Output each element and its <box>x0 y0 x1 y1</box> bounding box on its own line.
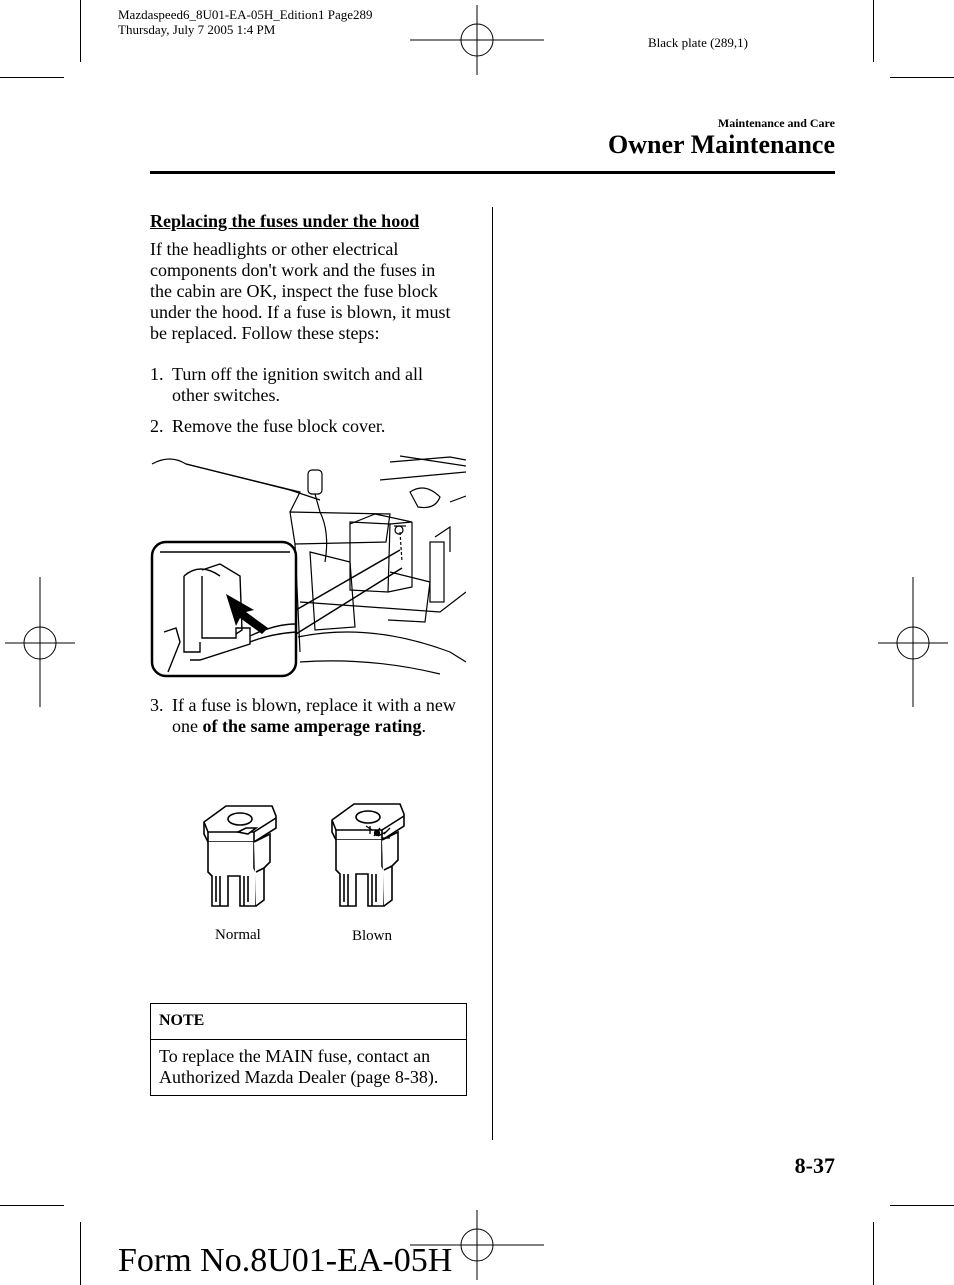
intro-line: be replaced. Follow these steps: <box>150 323 380 343</box>
print-file-line: Mazdaspeed6_8U01-EA-05H_Edition1 Page289 <box>118 7 373 22</box>
step-number: 2. <box>150 416 164 436</box>
header-rule <box>150 171 835 174</box>
step-text: If a fuse is blown, replace it with a new <box>172 695 456 715</box>
page-title: Owner Maintenance <box>608 130 835 159</box>
intro-line: the cabin are OK, inspect the fuse block <box>150 281 438 301</box>
note-box <box>150 1003 467 1096</box>
note-line: To replace the MAIN fuse, contact an <box>159 1046 431 1066</box>
crop-mark <box>873 0 874 62</box>
subheading: Replacing the fuses under the hood <box>150 211 420 231</box>
step-text: Turn off the ignition switch and all <box>172 364 423 384</box>
crop-mark <box>80 0 81 62</box>
intro-line: under the hood. If a fuse is blown, it must <box>150 302 451 322</box>
step-emphasis: of the same amperage rating <box>202 716 422 736</box>
intro-paragraph <box>150 239 480 344</box>
crop-mark <box>0 77 64 78</box>
intro-line: If the headlights or other electrical <box>150 239 399 259</box>
note-line: Authorized Mazda Dealer (page 8-38). <box>159 1067 439 1087</box>
step-text-line-2 <box>172 716 456 737</box>
intro-line: components don't work and the fuses in <box>150 260 436 280</box>
fuse-block-cover-illustration <box>150 452 466 680</box>
crop-mark <box>890 77 954 78</box>
step-number: 1. <box>150 364 164 384</box>
plate-label: Black plate (289,1) <box>648 35 748 50</box>
crop-mark <box>873 1222 874 1285</box>
crop-mark <box>80 1222 81 1285</box>
crop-mark <box>0 1205 64 1206</box>
step-text: Remove the fuse block cover. <box>172 416 386 436</box>
step-number: 3. <box>150 695 164 715</box>
print-meta <box>118 7 373 37</box>
fuse-normal-illustration <box>198 802 280 910</box>
fuse-normal-caption: Normal <box>215 927 261 943</box>
form-number: Form No.8U01-EA-05H <box>118 1242 453 1279</box>
registration-mark-right <box>878 577 948 707</box>
step-text: other switches. <box>172 385 280 405</box>
step-3 <box>150 695 456 737</box>
crop-mark <box>890 1205 954 1206</box>
print-date-line: Thursday, July 7 2005 1:4 PM <box>118 22 276 37</box>
registration-mark-top <box>410 5 544 75</box>
step-2 <box>150 416 385 437</box>
section-label: Maintenance and Care <box>717 116 835 130</box>
step-1 <box>150 364 423 406</box>
fuse-blown-caption: Blown <box>352 928 393 944</box>
step-text: . <box>421 716 426 736</box>
fuse-blown-illustration <box>326 800 408 910</box>
note-body <box>151 1040 466 1094</box>
step-text: one <box>172 716 203 736</box>
note-heading: NOTE <box>151 1004 466 1040</box>
registration-mark-left <box>5 577 75 707</box>
column-divider <box>492 207 493 1140</box>
page-number: 8-37 <box>794 1153 835 1178</box>
